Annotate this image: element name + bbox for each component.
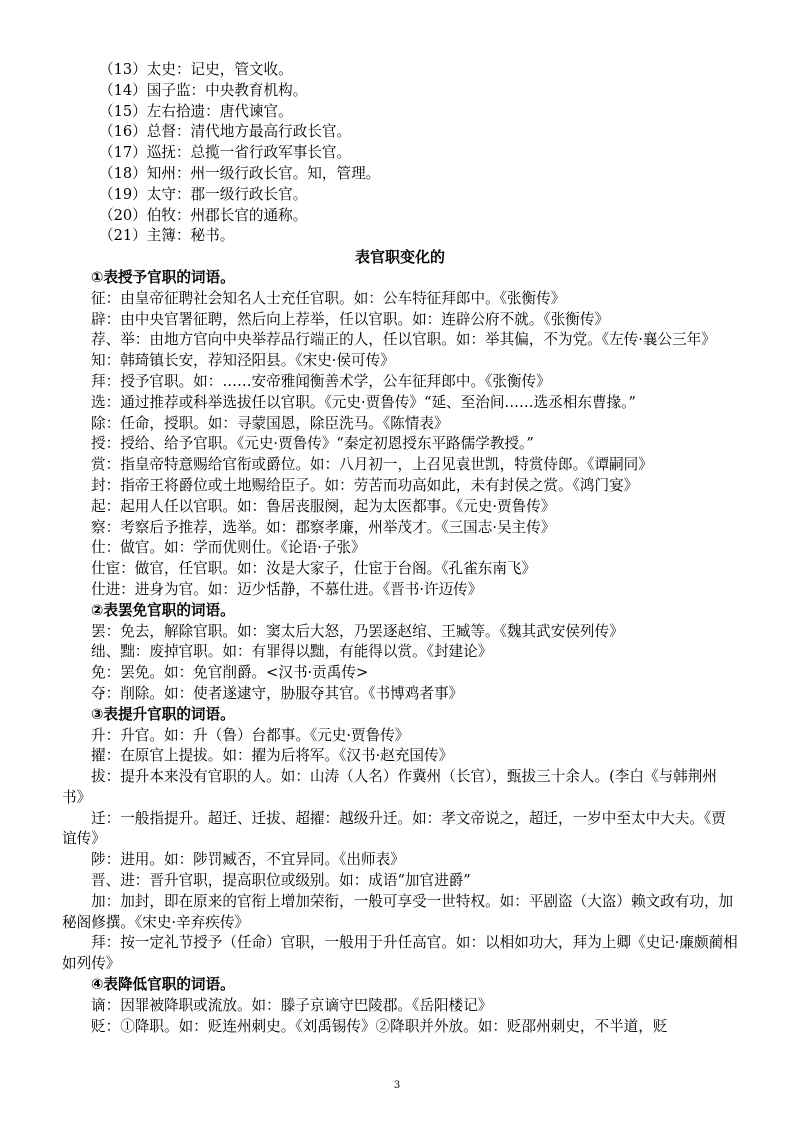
entry: 绌、黜：废掉官职。如：有罪得以黜，有能得以赏。《封建论》 [91, 643, 493, 661]
entry: 贬：①降职。如：贬连州刺史。《刘禹锡传》②降职并外放。如：贬邵州刺史，不半道，贬 [91, 1017, 668, 1035]
list-item: （14）国子监：中央教育机构。 [99, 81, 308, 99]
entry: 擢：在原官上提拔。如：擢为后将军。《汉书·赵充国传》 [91, 747, 454, 765]
entry: 拔：提升本来没有官职的人。如：山涛（人名）作冀州（长官），甄拔三十余人。(李白《与韩荆州书》 [62, 768, 717, 806]
list-item: （20）伯牧：州郡长官的通称。 [99, 206, 308, 224]
entry: 升：升官。如：升（鲁）台都事。《元史·贾鲁传》 [91, 726, 410, 744]
entry: 仕进：进身为官。如：迈少恬静，不慕仕进。《晋书·许迈传》 [91, 580, 483, 598]
entry: 仕宦：做官，任官职。如：汝是大家子，仕宦于台阁。《孔雀东南飞》 [91, 560, 537, 578]
entry: 授：授给、给予官职。《元史·贾鲁传》“秦定初恩授东平路儒学教授。” [91, 435, 534, 453]
entry: 晋、进：晋升官职，提高职位或级别。如：成语“加官进爵” [91, 872, 471, 890]
entry: 谪：因罪被降职或流放。如：滕子京谪守巴陵郡。《岳阳楼记》 [91, 996, 493, 1014]
list-item: （13）太史：记史，管文收。 [99, 61, 293, 78]
entry: 加：加封，即在原来的官衔上增加荣衔，一般可享受一世特权。如：平剧盗（大盗）赖文政有功，加秘阁修撰。《宋史·辛弃疾传》 [62, 892, 734, 931]
group-heading: ①表授予官职的词语。 [91, 268, 235, 286]
page-number: 3 [393, 1080, 401, 1091]
entry: 迁：一般指提升。超迁、迁拔、超擢：越级升迁。如：孝文帝说之，超迁，一岁中至太中大夫。《贾谊传》 [62, 809, 726, 848]
entry: 征：由皇帝征聘社会知名人士充任官职。如：公车特征拜郎中。《张衡传》 [91, 289, 566, 307]
group-dismiss [62, 601, 738, 705]
entry: 陟：进用。如：陟罚臧否，不宜异同。《出师表》 [91, 851, 405, 869]
entry: 知：韩琦镇长安，荐知泾阳县。《宋史·侯可传》 [91, 352, 395, 370]
list-item: （21）主簿：秘书。 [99, 227, 235, 245]
list-item: （19）太守：郡一级行政长官。 [99, 185, 308, 203]
entry: 赏：指皇帝特意赐给官衔或爵位。如：八月初一，上召见袁世凯，特赏侍郎。《谭嗣同》 [91, 456, 653, 474]
entry: 起：起用人任以官职。如：鲁居丧服阕，起为太医都事。《元史·贾鲁传》 [91, 497, 556, 515]
official-titles-list [62, 60, 738, 247]
entry: 察：考察后予推荐，选举。如：郡察孝廉，州举茂才。《三国志·吴主传》 [91, 518, 556, 536]
group-demote [62, 975, 738, 1037]
group-heading: ②表罢免官职的词语。 [91, 601, 235, 619]
entry: 荐、举：由地方官向中央举荐品行端正的人，任以官职。如：举其偏，不为党。《左传·襄公三年》 [91, 331, 716, 349]
list-item: （16）总督：清代地方最高行政长官。 [99, 123, 352, 141]
entry: 罢：免去，解除官职。如：窦太后大怒，乃罢逐赵绾、王臧等。《魏其武安侯列传》 [91, 622, 624, 640]
list-item: （17）巡抚：总揽一省行政军事长官。 [99, 144, 352, 162]
list-item: （15）左右拾遗：唐代谏官。 [99, 102, 293, 120]
section-title: 表官职变化的 [354, 248, 445, 267]
entry: 夺：削除。如：使者遂逮守，胁服夺其官。《书博鸡者事》 [91, 684, 464, 702]
entry: 仕：做官。如：学而优则仕。《论语·子张》 [91, 539, 366, 557]
entry: 除：任命，授职。如：寻蒙国恩，除臣洗马。《陈情表》 [91, 414, 449, 432]
entry: 免：罢免。如：免官削爵。<汉书·贡禹传> [91, 664, 369, 682]
entry: 选：通过推荐或科举选拔任以官职。《元史·贾鲁传》“延、至治间……选丞相东曹掾。” [91, 393, 636, 411]
entry: 拜：授予官职。如：……安帝雅闻衡善术学，公车征拜郎中。《张衡传》 [91, 372, 551, 390]
list-item: （18）知州：州一级行政长官。知，管理。 [99, 164, 381, 182]
group-heading: ③表提升官职的词语。 [91, 705, 235, 723]
group-promote [62, 705, 738, 975]
page-content [62, 60, 738, 1037]
entry: 拜：按一定礼节授予（任命）官职，一般用于升任高官。如：以相如功大，拜为上卿《史记·廉颇蔺相如列传》 [62, 934, 738, 973]
group-appoint [62, 268, 738, 601]
group-heading: ④表降低官职的词语。 [91, 976, 235, 994]
entry: 辟：由中央官署征聘，然后向上荐举，任以官职。如：连辟公府不就。《张衡传》 [91, 310, 610, 328]
entry: 封：指帝王将爵位或土地赐给臣子。如：劳苦而功高如此，未有封侯之赏。《鸿门宴》 [91, 476, 639, 494]
